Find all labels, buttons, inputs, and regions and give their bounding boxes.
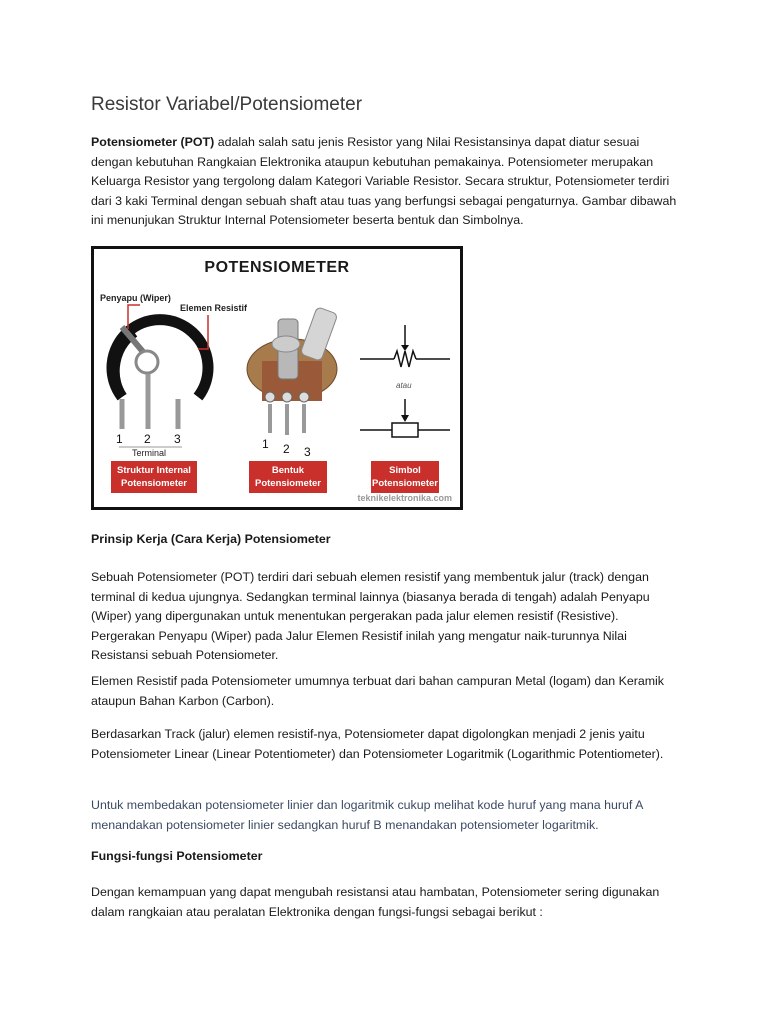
page-title: Resistor Variabel/Potensiometer	[91, 94, 363, 115]
caption-structure: Struktur Internal Potensiometer	[111, 461, 197, 493]
zigzag-symbol	[394, 351, 416, 367]
terminal-label: Terminal	[132, 448, 167, 458]
intro-paragraph	[91, 133, 681, 231]
intro-text: adalah salah satu jenis Resistor yang Nilai Resistansinya dapat diatur sesuai dengan kebutuhan Rangkaian Elektronika ataupun kebutuhan pemakainya. Potensiometer merupakan Keluarga Resistor yang tergolong dalam Kategori Variable Resistor. Secara struktur, Potensiometer terdiri dari 3 kaki Terminal dengan sebuah shaft atau tuas yang berfungsi sebagai pengaturnya. Gambar dibawah ini menunjukan Struktur Internal Potensiometer beserta bentuk dan Simbolnya.	[91, 135, 677, 228]
pot-pin-1: 1	[262, 437, 269, 451]
caption-symbol: Simbol Potensiometer	[371, 461, 439, 493]
section1-paragraph-3: Berdasarkan Track (jalur) elemen resistif-nya, Potensiometer dapat digolongkan menjadi 2 jenis yaitu Potensiometer Linear (Linear Potentiometer) dan Potensiometer Logaritmik (Logarithmic Potentiometer).	[91, 727, 664, 761]
terminal-number-3: 3	[174, 432, 181, 446]
terminal-number-2: 2	[144, 432, 151, 446]
atau-label: atau	[396, 381, 412, 390]
figure-title: POTENSIOMETER	[204, 259, 350, 276]
section1-paragraph-1: Sebuah Potensiometer (POT) terdiri dari sebuah elemen resistif yang membentuk jalur (track) dengan terminal di kedua ujungnya. Sedangkan terminal lainnya (biasanya berada di tengah) adalah Penyapu (Wiper) yang dipergunakan untuk menentukan pergerakan pada jalur elemen resistif (Resistive). Pergerakan Penyapu (Wiper) pada Jalur Elemen Resistif inilah yang mengatur naik-turunnya Nilai Resistansi sebuah Potensiometer.	[91, 570, 650, 663]
wiper-hub	[136, 351, 158, 373]
section2-heading: Fungsi-fungsi Potensiometer	[91, 849, 263, 863]
wiper-label: Penyapu (Wiper)	[100, 293, 171, 303]
terminal-number-1: 1	[116, 432, 123, 446]
pot-pin-3: 3	[304, 445, 311, 459]
pot-shaft	[300, 307, 338, 362]
pot-pin-2: 2	[283, 442, 290, 456]
box-symbol	[392, 423, 418, 437]
section1-heading: Prinsip Kerja (Cara Kerja) Potensiometer	[91, 532, 331, 546]
section2-paragraph-1: Dengan kemampuan yang dapat mengubah resistansi atau hambatan, Potensiometer sering digunakan dalam rangkaian atau peralatan Elektronika dengan fungsi-fungsi sebagai berikut :	[91, 885, 660, 919]
section1-paragraph-4: Untuk membedakan potensiometer linier dan logaritmik cukup melihat kode huruf yang mana huruf A menandakan potensiometer linier sedangkan huruf B menandakan potensiometer logaritmik.	[91, 798, 643, 832]
potentiometer-figure	[91, 246, 463, 510]
element-label: Elemen Resistif	[180, 303, 248, 313]
section1-paragraph-2: Elemen Resistif pada Potensiometer umumnya terbuat dari bahan campuran Metal (logam) dan Keramik ataupun Bahan Karbon (Carbon).	[91, 674, 665, 708]
intro-bold: Potensiometer (POT)	[91, 135, 215, 149]
caption-form: Bentuk Potensiometer	[249, 461, 327, 493]
watermark: teknikelektronika.com	[357, 493, 452, 503]
